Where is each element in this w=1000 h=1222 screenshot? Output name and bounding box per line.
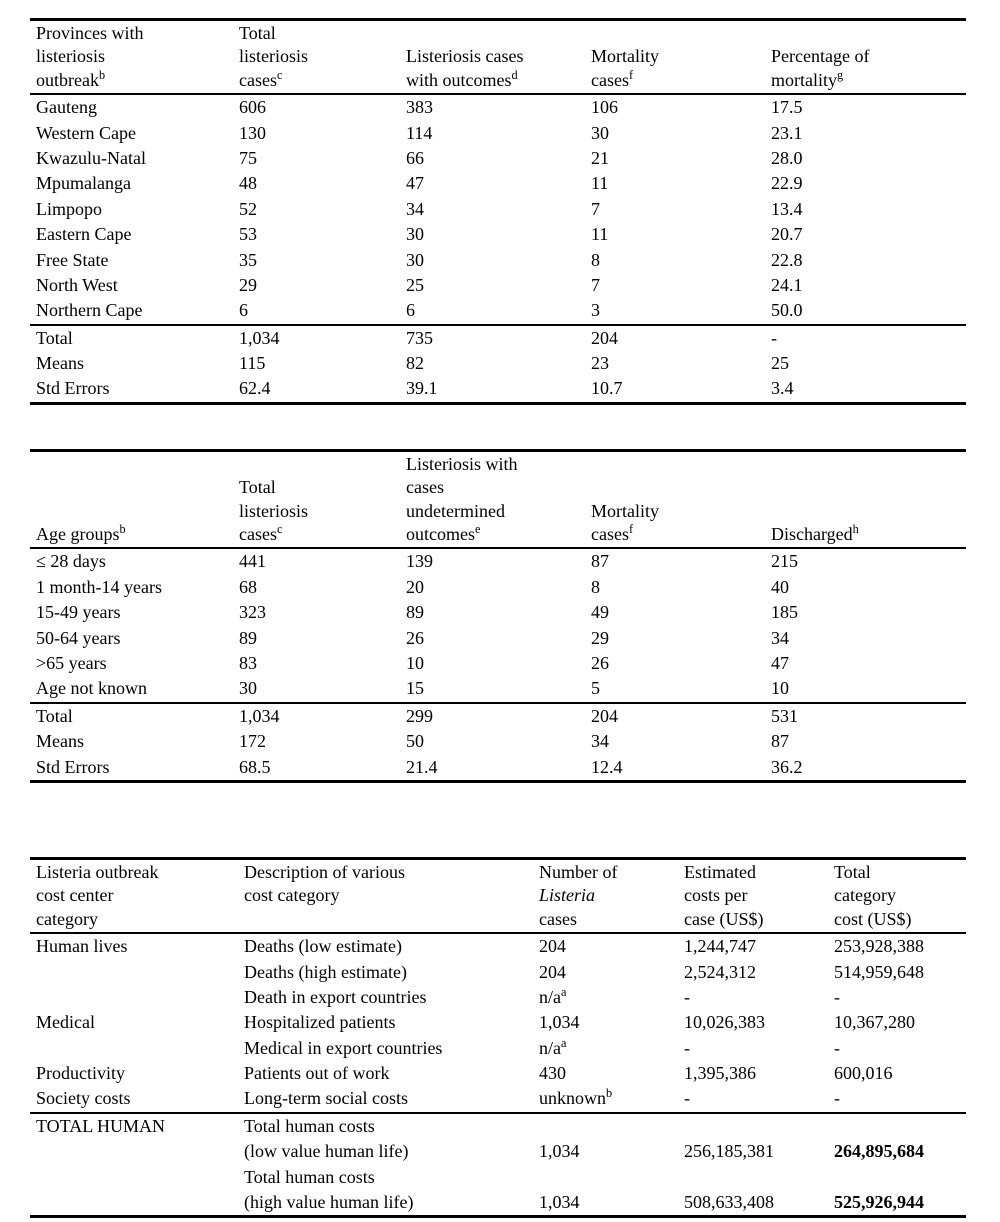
table-cell: 204 (539, 961, 566, 982)
table-cell: 87 (771, 731, 789, 752)
cell-text: outbreak (36, 69, 99, 90)
table-cell: Hospitalized patients (244, 1012, 396, 1033)
table-row (30, 325, 966, 351)
table-row (30, 960, 966, 985)
table-cell: 13.4 (771, 198, 803, 219)
table-body (30, 548, 966, 702)
table-cell: 1,034 (539, 1192, 580, 1213)
table-row (30, 1113, 966, 1139)
table-cell (30, 1036, 240, 1061)
table-cell: 22.9 (771, 173, 803, 194)
table-cell: 1 month-14 years (36, 576, 162, 597)
table-cell: 11 (591, 173, 609, 194)
table-cell: (low value human life) (244, 1141, 409, 1162)
table-row (30, 94, 966, 120)
column-header: Percentage of mortality$^g$ (771, 46, 870, 90)
table-cell: 48 (239, 173, 257, 194)
footnote-marker: b (606, 1086, 613, 1101)
table-cell: Gauteng (36, 97, 97, 118)
table-cell: 39.1 (406, 378, 438, 399)
cost-centers-table (30, 857, 966, 1218)
table-row (30, 1061, 966, 1086)
table-cell: 5 (591, 678, 600, 699)
table-summary (30, 1113, 966, 1217)
table-cell: 215 (771, 551, 798, 572)
table-row (30, 651, 966, 676)
column-header: Listeriosis cases with outcomes$^d$ (406, 46, 524, 90)
column-header: Total category cost (US$) (834, 861, 912, 929)
table-cell (830, 1165, 966, 1190)
table-cell: Kwazulu-Natal (36, 147, 146, 168)
table-cell: 87 (591, 551, 609, 572)
table-row (30, 548, 966, 574)
table-body (30, 933, 966, 1113)
footnote-marker: b (119, 522, 126, 537)
column-header: Listeria outbreak cost center category (36, 861, 159, 929)
table-row (30, 298, 966, 324)
table-cell: 35 (239, 249, 257, 270)
table-cell: Northern Cape (36, 300, 143, 321)
table-row (30, 575, 966, 600)
table-summary (30, 703, 966, 782)
table-cell: 10,026,383 (684, 1012, 765, 1033)
table-row (30, 1086, 966, 1112)
table-cell: 430 (539, 1063, 566, 1084)
table-cell: - (834, 1037, 840, 1058)
table-row (30, 222, 966, 247)
table-cell: 514,959,648 (834, 961, 924, 982)
table-cell: 68 (239, 576, 257, 597)
table-cell: Deaths (low estimate) (244, 936, 402, 957)
table-cell: 25 (771, 353, 789, 374)
table-cell: 22.8 (771, 249, 803, 270)
table-cell: Patients out of work (244, 1063, 390, 1084)
cell-text: Age groups (36, 524, 120, 545)
table-cell: 1,034 (539, 1012, 580, 1033)
table-cell: 24.1 (771, 274, 803, 295)
table-cell: 139 (406, 551, 433, 572)
table-cell: Productivity (36, 1063, 125, 1084)
footnote-marker: h (852, 522, 859, 537)
table-row (30, 676, 966, 702)
table-cell (535, 1165, 680, 1190)
cell-text: cases (591, 69, 629, 90)
footnote-marker: b (98, 67, 106, 82)
table-cell: 15-49 years (36, 602, 121, 623)
table-cell: 28.0 (771, 147, 803, 168)
cell-text: outcomes (406, 524, 475, 545)
table-cell: 89 (406, 602, 424, 623)
column-header: Total listeriosis cases$^c$ (239, 477, 309, 545)
table-cell (535, 1036, 680, 1061)
cell-text: n/a (539, 986, 561, 1007)
table-cell: 50.0 (771, 300, 803, 321)
table-cell: 1,034 (539, 1141, 580, 1162)
footnote-marker: a (561, 1035, 567, 1050)
table-row (30, 171, 966, 196)
table-row (30, 985, 966, 1010)
table-row (30, 351, 966, 376)
table-cell: 1,034 (239, 327, 280, 348)
table-cell: 12.4 (591, 756, 623, 777)
table-cell (830, 1139, 966, 1164)
table-row (30, 1036, 966, 1061)
age-groups-table (30, 449, 966, 783)
table-cell: 15 (406, 678, 424, 699)
table-cell: Society costs (36, 1088, 131, 1109)
table-cell: Western Cape (36, 122, 137, 143)
table-cell: 10 (406, 652, 424, 673)
table-cell (30, 985, 240, 1010)
table-cell: 253,928,388 (834, 936, 924, 957)
table-header (30, 20, 966, 95)
table-cell: 34 (406, 198, 424, 219)
table-cell: 508,633,408 (684, 1192, 774, 1213)
table-cell: 83 (239, 652, 257, 673)
header-row (30, 20, 966, 95)
table-cell: 1,034 (239, 705, 280, 726)
column-header: Estimated costs per case (US$) (684, 861, 764, 929)
table-cell: 606 (239, 97, 266, 118)
table-cell: Human lives (36, 936, 128, 957)
table-cell: - (834, 1088, 840, 1109)
table-cell: Total human costs (244, 1166, 375, 1187)
table-cell: 130 (239, 122, 266, 143)
footnote-marker: c (276, 67, 283, 82)
table-row (30, 1139, 966, 1164)
table-row (30, 933, 966, 959)
header-row (30, 858, 966, 933)
table-cell: 40 (771, 576, 789, 597)
table-cell (30, 1165, 240, 1190)
table-cell: 29 (591, 627, 609, 648)
table-cell: Means (36, 731, 84, 752)
table-cell: 531 (771, 705, 798, 726)
cell-text: 264,895,684 (834, 1141, 924, 1162)
table-cell: Means (36, 353, 84, 374)
table-cell: Medical (36, 1012, 95, 1033)
table-cell: 10.7 (591, 378, 623, 399)
table-cell: 7 (591, 198, 600, 219)
footnote-marker: a (561, 984, 567, 999)
table-summary (30, 325, 966, 404)
table-cell: 29 (239, 274, 257, 295)
table-cell: - (684, 986, 690, 1007)
table-cell: Std Errors (36, 378, 110, 399)
column-header (767, 450, 966, 548)
cell-text: unknown (539, 1088, 606, 1109)
table-cell (30, 1139, 240, 1164)
table-cell: Death in export countries (244, 986, 427, 1007)
table-cell: 11 (591, 224, 609, 245)
table-cell (830, 1190, 966, 1217)
table-cell: 1,395,386 (684, 1063, 756, 1084)
table-cell (830, 1113, 966, 1139)
column-header (30, 450, 235, 548)
footnote-marker: g (837, 67, 844, 82)
table-cell (535, 1086, 680, 1112)
table-cell: Total (36, 327, 73, 348)
table-cell: 256,185,381 (684, 1141, 774, 1162)
cell-text: Listeria (539, 885, 596, 906)
table-cell: 47 (771, 652, 789, 673)
table-row (30, 248, 966, 273)
table-cell: 10 (771, 678, 789, 699)
table-cell: 30 (406, 249, 424, 270)
cell-text: cases (239, 69, 277, 90)
table-cell: 36.2 (771, 756, 803, 777)
table-cell: - (834, 986, 840, 1007)
table-cell: 114 (406, 122, 433, 143)
table-row (30, 146, 966, 171)
table-cell: 34 (591, 731, 609, 752)
table-cell: 8 (591, 576, 600, 597)
table-cell (30, 960, 240, 985)
table-row (30, 376, 966, 403)
table-cell: 30 (239, 678, 257, 699)
table-header (30, 858, 966, 933)
table-cell: North West (36, 274, 118, 295)
table-cell: 10,367,280 (834, 1012, 915, 1033)
table-cell (30, 1190, 240, 1217)
table-cell: 30 (406, 224, 424, 245)
table-cell: Age not known (36, 678, 147, 699)
table-cell: 185 (771, 602, 798, 623)
footnote-marker: f (628, 67, 634, 82)
cell-text: cases (591, 524, 629, 545)
table-row (30, 703, 966, 729)
table-cell: 6 (239, 300, 248, 321)
table-cell: 52 (239, 198, 257, 219)
table-cell: ≤ 28 days (36, 551, 106, 572)
table-cell: 53 (239, 224, 257, 245)
table-cell (535, 1113, 680, 1139)
table-cell: 115 (239, 353, 266, 374)
table-cell: 34 (771, 627, 789, 648)
footnote-marker: c (276, 522, 283, 537)
table-row (30, 1010, 966, 1035)
table-cell: 6 (406, 300, 415, 321)
cell-text: with outcomes (406, 69, 512, 90)
table-cell: (high value human life) (244, 1192, 414, 1213)
cell-text: 525,926,944 (834, 1192, 924, 1213)
cell-text: n/a (539, 1037, 561, 1058)
footnote-marker: d (511, 67, 518, 82)
table-cell: 172 (239, 731, 266, 752)
table-cell: 25 (406, 274, 424, 295)
column-header: Description of various cost category (244, 861, 405, 906)
table-cell: 1,244,747 (684, 936, 756, 957)
table-cell: 204 (591, 327, 618, 348)
table-cell: Total (36, 705, 73, 726)
table-row (30, 755, 966, 782)
column-header: Number of Listeria cases (539, 861, 618, 929)
table-cell: 204 (591, 705, 618, 726)
table-cell: 23.1 (771, 122, 803, 143)
column-header: Provinces with listeriosis outbreak$^b$ (36, 23, 144, 90)
table-cell: Medical in export countries (244, 1037, 443, 1058)
table-body (30, 94, 966, 325)
table-cell: 50-64 years (36, 627, 121, 648)
table-cell: - (771, 327, 777, 348)
table-cell: 204 (539, 936, 566, 957)
table-cell: 600,016 (834, 1063, 893, 1084)
table-cell: 49 (591, 602, 609, 623)
table-cell: 20.7 (771, 224, 803, 245)
table-cell: Mpumalanga (36, 173, 131, 194)
table-cell: 50 (406, 731, 424, 752)
table-cell: Eastern Cape (36, 224, 132, 245)
table-cell: 21 (591, 147, 609, 168)
table-row (30, 121, 966, 146)
table-cell: Long-term social costs (244, 1088, 408, 1109)
table-cell: >65 years (36, 652, 107, 673)
table-cell: Std Errors (36, 756, 110, 777)
table-row (30, 600, 966, 625)
table-row (30, 1165, 966, 1190)
table-cell: 441 (239, 551, 266, 572)
table-header (30, 450, 966, 548)
cell-text: mortality (771, 69, 837, 90)
table-cell (535, 985, 680, 1010)
table-row (30, 626, 966, 651)
table-cell: 23 (591, 353, 609, 374)
table-cell: 3.4 (771, 378, 794, 399)
table-cell: Limpopo (36, 198, 102, 219)
table-cell: 7 (591, 274, 600, 295)
column-header: Total listeriosis cases$^c$ (239, 23, 309, 90)
column-header: Mortality cases$^f$ (591, 500, 659, 545)
footnote-marker: f (628, 522, 634, 537)
provinces-outbreak-table (30, 18, 966, 405)
table-cell: 323 (239, 602, 266, 623)
table-cell: 30 (591, 122, 609, 143)
table-cell: - (684, 1037, 690, 1058)
footnote-marker: e (475, 522, 481, 537)
table-cell: 66 (406, 147, 424, 168)
table-row (30, 273, 966, 298)
table-cell (680, 1165, 830, 1190)
cell-text: Discharged (771, 524, 853, 545)
table-cell: TOTAL HUMAN (36, 1115, 166, 1136)
table-cell: 2,524,312 (684, 961, 756, 982)
table-cell: - (684, 1088, 690, 1109)
column-header: Listeriosis with cases undetermined outcomes$^e$ (406, 453, 518, 545)
column-header: Mortality cases$^f$ (591, 46, 659, 90)
table-cell: 8 (591, 249, 600, 270)
table-cell: 62.4 (239, 378, 271, 399)
table-cell: 106 (591, 97, 618, 118)
table-cell: 735 (406, 327, 433, 348)
table-cell: Free State (36, 249, 109, 270)
table-cell: 68.5 (239, 756, 271, 777)
table-cell: Total human costs (244, 1115, 375, 1136)
table-cell: 82 (406, 353, 424, 374)
table-cell: 26 (591, 652, 609, 673)
table-cell: 17.5 (771, 97, 803, 118)
table-row (30, 1190, 966, 1217)
table-row (30, 729, 966, 754)
table-cell: 47 (406, 173, 424, 194)
table-cell: 75 (239, 147, 257, 168)
cell-text: cases (239, 524, 277, 545)
table-cell: 26 (406, 627, 424, 648)
header-row (30, 450, 966, 548)
table-row (30, 197, 966, 222)
table-cell: 3 (591, 300, 600, 321)
table-cell: 21.4 (406, 756, 438, 777)
table-cell: 299 (406, 705, 433, 726)
table-cell: 89 (239, 627, 257, 648)
table-cell (680, 1113, 830, 1139)
table-cell: 383 (406, 97, 433, 118)
table-cell: 20 (406, 576, 424, 597)
table-cell: Deaths (high estimate) (244, 961, 407, 982)
